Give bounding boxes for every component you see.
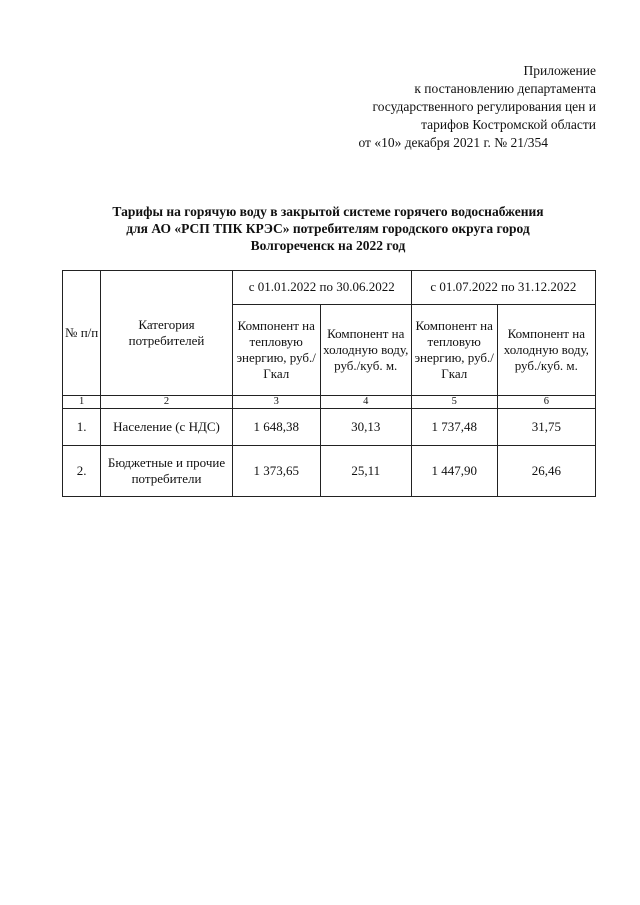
table-row [63, 409, 596, 446]
header-comp-cold-2: Компонент на холодную воду, руб./куб. м. [497, 304, 595, 395]
document-title [60, 203, 596, 254]
row-value: 26,46 [497, 446, 595, 497]
row-num: 2. [63, 446, 101, 497]
column-number: 4 [320, 396, 411, 409]
column-number: 6 [497, 396, 595, 409]
header-period-2: с 01.07.2022 по 31.12.2022 [411, 271, 595, 305]
header-comp-cold-1: Компонент на холодную воду, руб./куб. м. [320, 304, 411, 395]
title-line: для АО «РСП ТПК КРЭС» потребителям городского округа город [126, 221, 530, 236]
header-period-1: с 01.01.2022 по 30.06.2022 [232, 271, 411, 305]
row-category: Бюджетные и прочие потребители [101, 446, 232, 497]
column-number: 1 [63, 396, 101, 409]
appendix-line: к постановлению департамента [414, 81, 596, 96]
row-category: Население (с НДС) [101, 409, 232, 446]
header-row-periods [63, 271, 596, 305]
title-line: Тарифы на горячую воду в закрытой системе горячего водоснабжения [112, 204, 544, 219]
title-line: Волгореченск на 2022 год [250, 238, 406, 253]
row-value: 25,11 [320, 446, 411, 497]
header-comp-heat-1: Компонент на тепловую энергию, руб./Гкал [232, 304, 320, 395]
row-value: 31,75 [497, 409, 595, 446]
row-value: 1 447,90 [411, 446, 497, 497]
column-number: 5 [411, 396, 497, 409]
appendix-line: государственного регулирования цен и [372, 99, 596, 114]
row-value: 1 648,38 [232, 409, 320, 446]
row-num: 1. [63, 409, 101, 446]
appendix-line: тарифов Костромской области [421, 117, 596, 132]
row-value: 1 737,48 [411, 409, 497, 446]
column-number: 3 [232, 396, 320, 409]
row-value: 1 373,65 [232, 446, 320, 497]
row-value: 30,13 [320, 409, 411, 446]
header-category: Категория потребителей [101, 271, 232, 396]
header-num: № п/п [63, 271, 101, 396]
appendix-header [358, 62, 596, 152]
column-number-row [63, 396, 596, 409]
tariff-table [62, 270, 596, 497]
table-row [63, 446, 596, 497]
column-number: 2 [101, 396, 232, 409]
header-comp-heat-2: Компонент на тепловую энергию, руб./Гкал [411, 304, 497, 395]
appendix-date-line: от «10» декабря 2021 г. № 21/354 [358, 135, 548, 150]
appendix-line: Приложение [523, 63, 596, 78]
